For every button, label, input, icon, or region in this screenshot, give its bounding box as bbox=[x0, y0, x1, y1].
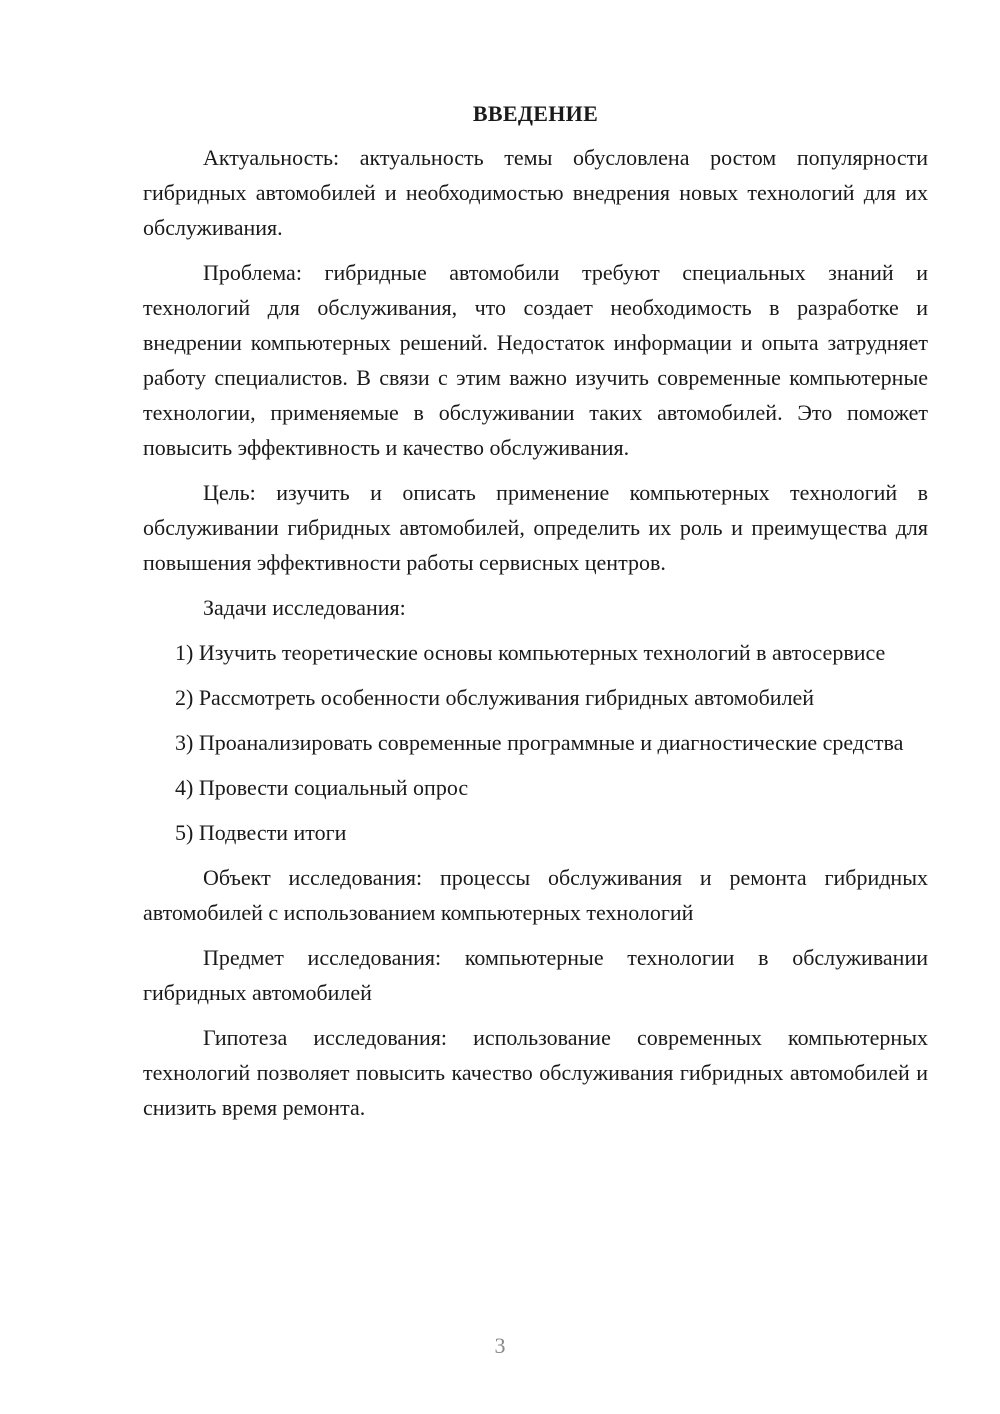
goal-paragraph: Цель: изучить и описать применение компьютерных технологий в обслуживании гибридных автомобилей, определить их роль и преимущества для повышения эффективности работы сервисных центров. bbox=[143, 480, 928, 575]
tasks-heading: Задачи исследования: bbox=[203, 595, 406, 620]
task-item: 4) Провести социальный опрос bbox=[175, 775, 469, 800]
task-item: 5) Подвести итоги bbox=[175, 820, 347, 845]
document-page bbox=[143, 96, 928, 1135]
problem-paragraph: Проблема: гибридные автомобили требуют специальных знаний и технологий для обслуживания, что создает необходимость в разработке и внедрении компьютерных решений. Недостаток информации и опыта затрудняет работу специалистов. В связи с этим важно изучить современные компьютерные технологии, применяемые в обслуживании таких автомобилей. Это поможет повысить эффективность и качество обслуживания. bbox=[143, 260, 928, 460]
relevance-paragraph: Актуальность: актуальность темы обусловлена ростом популярности гибридных автомобилей и необходимостью внедрения новых технологий для их обслуживания. bbox=[143, 145, 928, 240]
subject-paragraph: Предмет исследования: компьютерные технологии в обслуживании гибридных автомобилей bbox=[143, 945, 928, 1005]
task-item: 2) Рассмотреть особенности обслуживания гибридных автомобилей bbox=[175, 685, 815, 710]
page-number: 3 bbox=[494, 1333, 506, 1358]
object-paragraph: Объект исследования: процессы обслуживания и ремонта гибридных автомобилей с использованием компьютерных технологий bbox=[143, 865, 928, 925]
task-item: 3) Проанализировать современные программные и диагностические средства bbox=[175, 730, 904, 755]
task-item: 1) Изучить теоретические основы компьютерных технологий в автосервисе bbox=[175, 640, 886, 665]
hypothesis-paragraph: Гипотеза исследования: использование современных компьютерных технологий позволяет повысить качество обслуживания гибридных автомобилей и снизить время ремонта. bbox=[143, 1025, 928, 1120]
page-title: ВВЕДЕНИЕ bbox=[472, 101, 599, 126]
